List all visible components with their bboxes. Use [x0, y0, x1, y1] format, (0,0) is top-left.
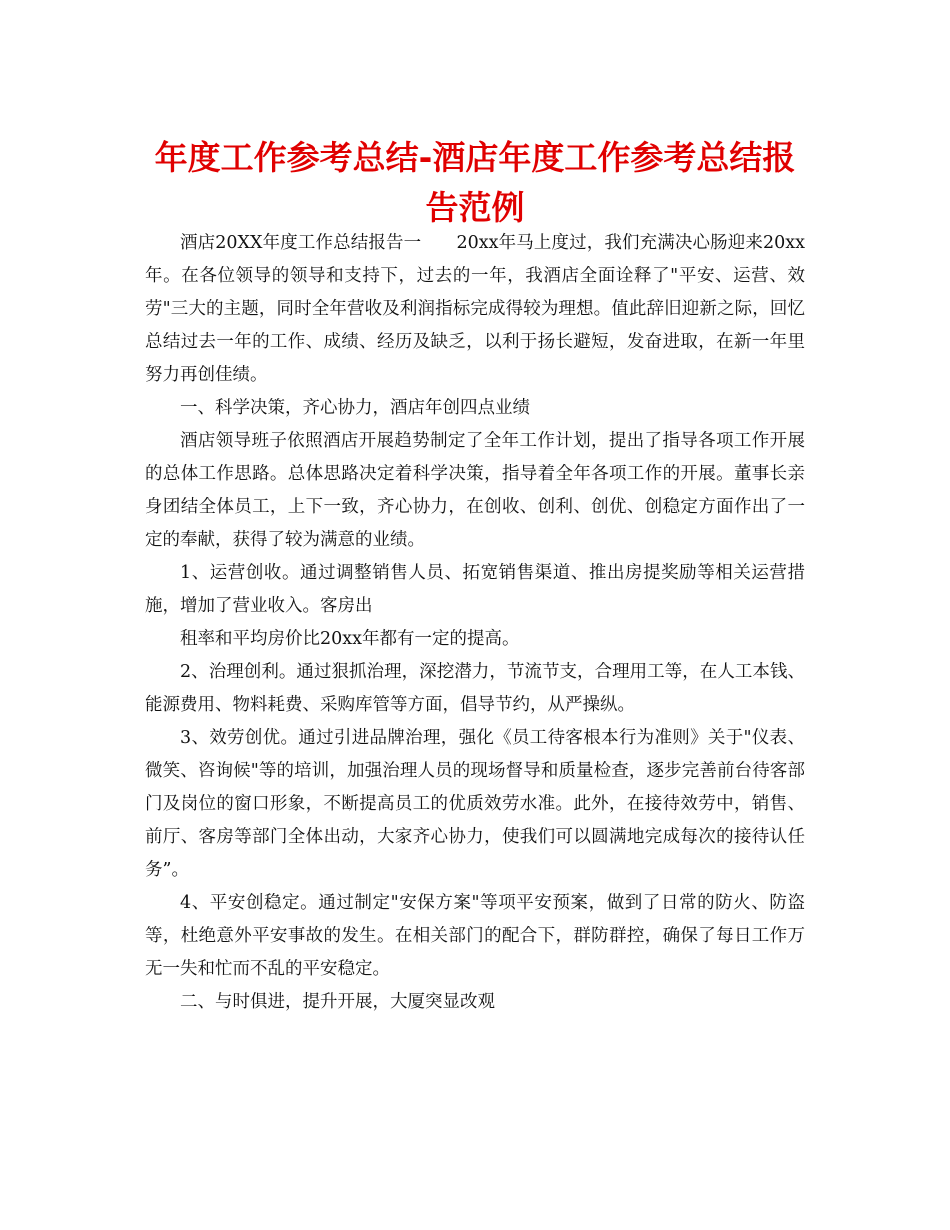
paragraph-item-3: 3、效劳创优。通过引进品牌治理，强化《员工待客根本行为准则》关于"仪表、微笑、咨询候"等的培训，加强治理人员的现场督导和质量检查，逐步完善前台待客部门及岗位的窗口形象，不断提高员工的优质效劳水准。此外，在接待效劳中，销售、前厅、客房等部门全体出动，大家齐心协力，使我们可以圆满地完成每次的接待认任务”。 — [145, 728, 805, 880]
document-body — [145, 227, 805, 1019]
paragraph-item-1: 1、运营创收。通过调整销售人员、拓宽销售渠道、推出房提奖励等相关运营措施，增加了营业收入。客房出 — [145, 563, 805, 616]
paragraph-item-4: 4、平安创稳定。通过制定"安保方案"等项平安预案，做到了日常的防火、防盗等，杜绝意外平安事故的发生。在相关部门的配合下，群防群控，确保了每日工作万无一失和忙而不乱的平安稳定。 — [145, 893, 805, 979]
paragraph-leadership: 酒店领导班子依照酒店开展趋势制定了全年工作计划，提出了指导各项工作开展的总体工作思路。总体思路决定着科学决策，指导着全年各项工作的开展。董事长亲身团结全体员工，上下一致，齐心协力，在创收、创利、创优、创稳定方面作出了一定的奉献，获得了较为满意的业绩。 — [145, 431, 805, 550]
section-heading-1: 一、科学决策，齐心协力，酒店年创四点业绩 — [180, 398, 530, 418]
paragraph-item-2: 2、治理创利。通过狠抓治理，深挖潜力，节流节支，合理用工等，在人工本钱、能源费用、物料耗费、采购库管等方面，倡导节约，从严操纵。 — [145, 662, 805, 715]
section-heading-2: 二、与时俱进，提升开展，大厦突显改观 — [180, 992, 495, 1012]
paragraph-intro: 酒店20XX年度工作总结报告一 20xx年马上度过，我们充满决心肠迎来20xx年。在各位领导的领导和支持下，过去的一年，我酒店全面诠释了"平安、运营、效劳"三大的主题，同时全年营收及利润指标完成得较为理想。值此辞旧迎新之际，回忆总结过去一年的工作、成绩、经历及缺乏，以利于扬长避短，发奋进取，在新一年里努力再创佳绩。 — [145, 233, 805, 385]
paragraph-item-1-continued: 租率和平均房价比20xx年都有一定的提高。 — [180, 629, 520, 649]
document-title: 年度工作参考总结-酒店年度工作参考总结报告范例 — [154, 138, 796, 227]
